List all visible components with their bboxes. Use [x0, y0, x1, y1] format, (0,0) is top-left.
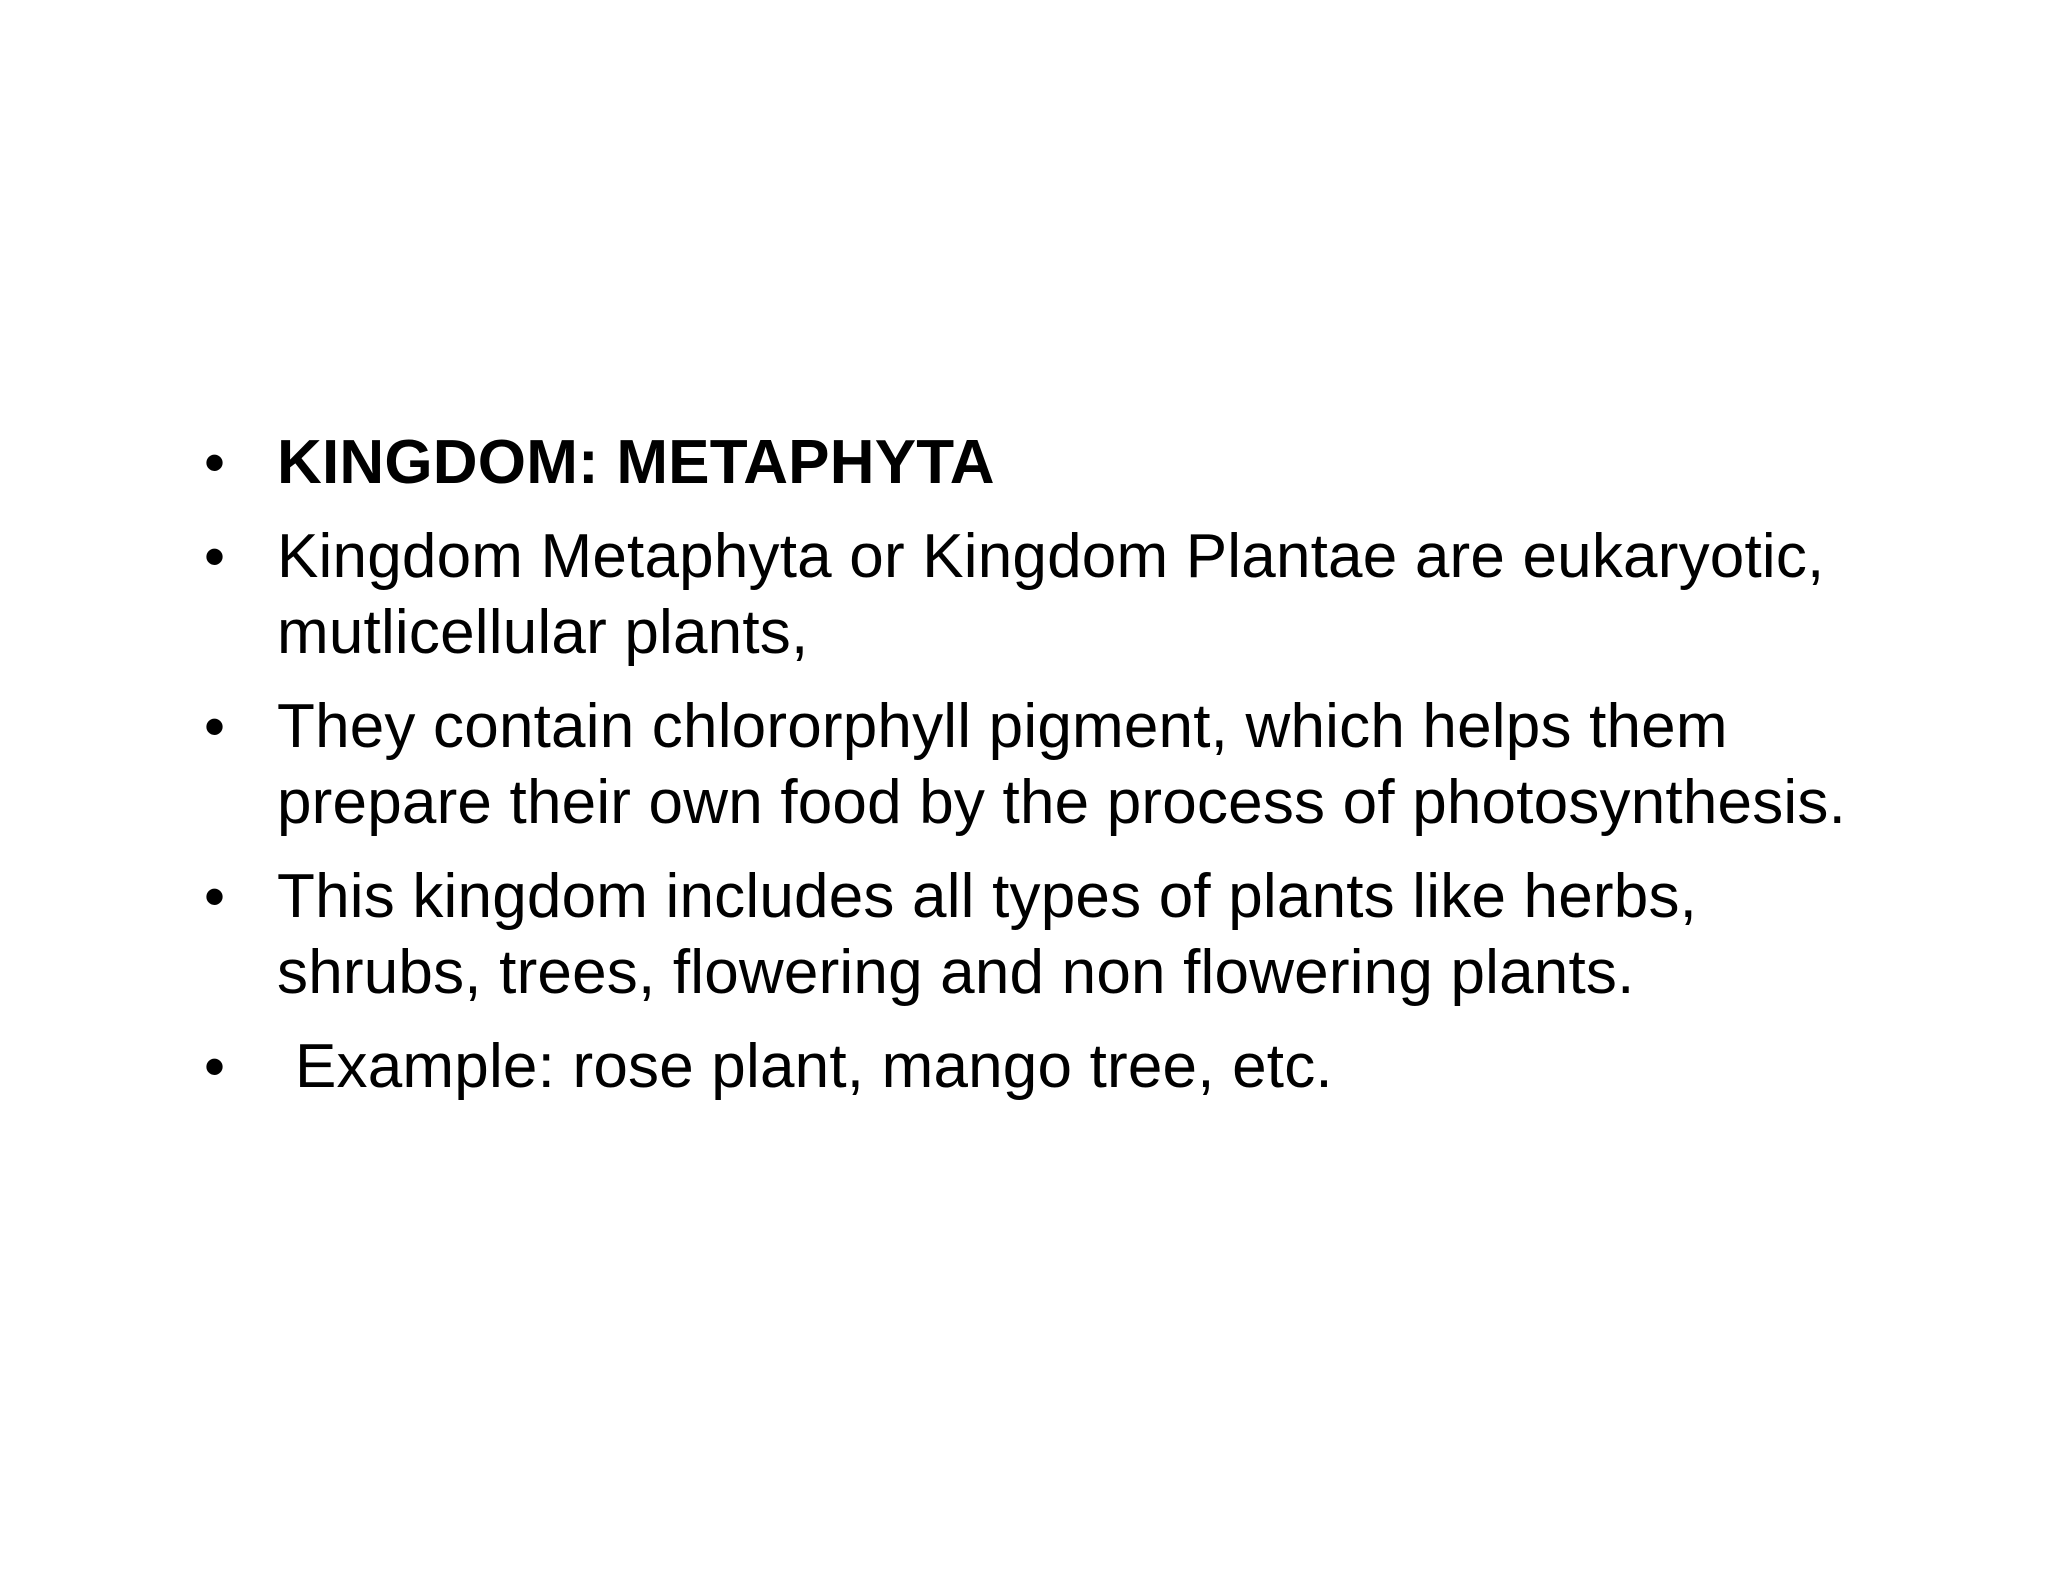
bullet-list [200, 425, 1860, 1123]
bullet-chlorophyll [200, 689, 1860, 841]
bullet-definition [200, 519, 1860, 671]
bullet-marker: • [204, 429, 226, 496]
bullet-text: Example: rose plant, mango tree, etc. [295, 1032, 1333, 1101]
bullet-heading [200, 425, 1860, 501]
bullet-marker: • [204, 1033, 226, 1100]
bullet-marker: • [204, 863, 226, 930]
bullet-marker: • [204, 693, 226, 760]
bullet-plant-types [200, 859, 1860, 1011]
bullet-text: Kingdom Metaphyta or Kingdom Plantae are eukaryotic, mutlicellular plants, [277, 522, 1825, 667]
bullet-marker: • [204, 523, 226, 590]
bullet-text: They contain chlororphyll pigment, which helps them prepare their own food by the process of photosynthesis. [277, 692, 1847, 837]
bullet-text: KINGDOM: METAPHYTA [277, 428, 995, 497]
bullet-example [200, 1029, 1860, 1105]
bullet-text: This kingdom includes all types of plants like herbs, shrubs, trees, flowering and non flowering plants. [277, 862, 1698, 1007]
